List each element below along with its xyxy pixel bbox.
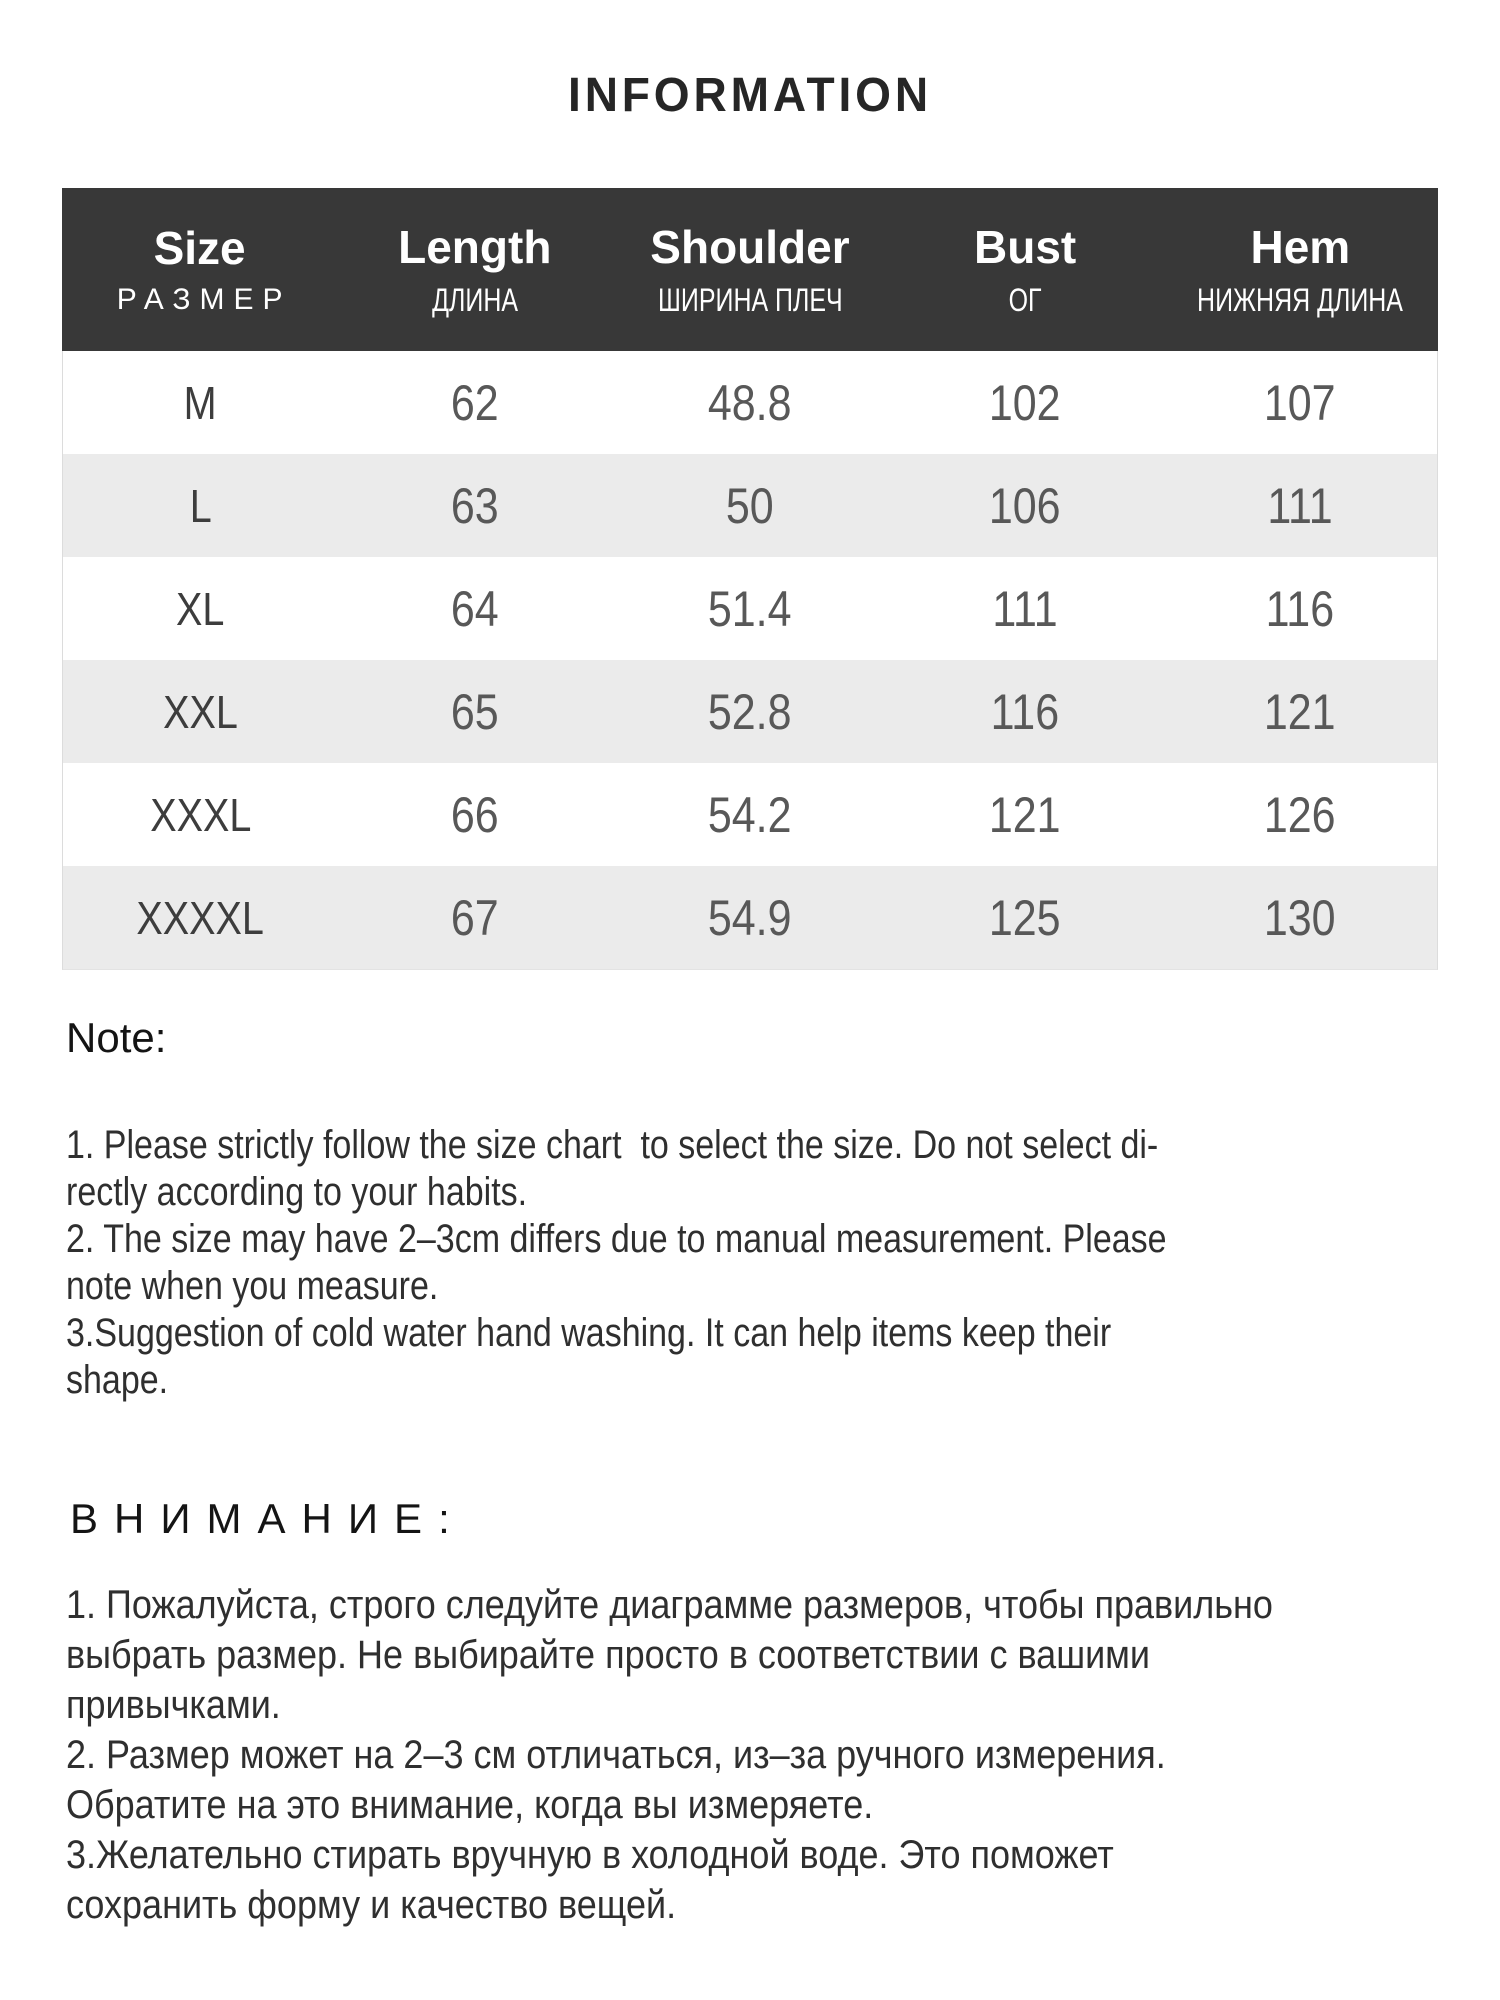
length-value: 65 <box>451 683 500 740</box>
size-cell <box>63 685 338 739</box>
note-line: note when you measure. <box>66 1264 439 1308</box>
size-chart-table <box>62 188 1438 970</box>
shoulder-value: 54.9 <box>708 889 792 946</box>
page-title: INFORMATION <box>568 69 932 122</box>
size-cell <box>63 582 338 636</box>
length-value: 63 <box>451 477 500 534</box>
note-heading-en: Note: <box>66 1014 167 1061</box>
shoulder-cell <box>613 683 888 741</box>
shoulder-cell <box>613 374 888 432</box>
table-row-xxl <box>63 660 1437 763</box>
column-header-shoulder-ru: ШИРИНА ПЛЕЧ <box>657 281 843 318</box>
bust-cell <box>887 889 1162 947</box>
note-line: 1. Please strictly follow the size chart to select the size. Do not select di- <box>66 1123 1159 1167</box>
note-line: выбрать размер. Не выбирайте просто в соответствии с вашими <box>66 1633 1151 1677</box>
hem-value: 126 <box>1263 786 1336 843</box>
column-header-hem-en: Hem <box>1250 220 1351 273</box>
size-chart-body <box>62 351 1438 970</box>
note-line: shape. <box>66 1358 169 1402</box>
length-cell <box>338 374 613 432</box>
column-header-bust-ru: ОГ <box>1008 281 1042 318</box>
hem-value: 130 <box>1263 889 1336 946</box>
shoulder-cell <box>613 580 888 638</box>
size-value: XXL <box>163 685 238 738</box>
table-row-xl <box>63 557 1437 660</box>
size-chart-header-row <box>62 188 1438 351</box>
bust-cell <box>887 683 1162 741</box>
hem-cell <box>1162 683 1437 741</box>
note-heading-ru: ВНИМАНИЕ: <box>70 1495 466 1542</box>
table-row-xxxxl <box>63 866 1437 969</box>
bust-cell <box>887 374 1162 432</box>
column-header-size-en: Size <box>153 221 246 274</box>
bust-value: 111 <box>992 580 1058 637</box>
column-header-size-ru: РАЗМЕР <box>116 282 292 316</box>
bust-value: 116 <box>990 683 1060 740</box>
bust-cell <box>887 477 1162 535</box>
hem-value: 107 <box>1263 374 1336 431</box>
size-value: M <box>183 376 217 429</box>
note-line: 1. Пожалуйста, строго следуйте диаграмме размеров, чтобы правильно <box>66 1583 1273 1627</box>
notes-ru <box>66 1580 1273 1930</box>
column-header-length-en: Length <box>398 220 552 273</box>
column-header-hem-ru: НИЖНЯЯ ДЛИНА <box>1197 281 1404 318</box>
column-header-size <box>62 188 337 351</box>
hem-cell <box>1162 889 1437 947</box>
length-cell <box>338 580 613 638</box>
length-value: 62 <box>451 374 500 431</box>
column-header-bust <box>888 188 1163 351</box>
bust-value: 106 <box>988 477 1061 534</box>
hem-cell <box>1162 374 1437 432</box>
note-line: Обратите на это внимание, когда вы измеряете. <box>66 1783 874 1827</box>
column-header-length-ru: ДЛИНА <box>431 281 518 318</box>
size-value: XXXL <box>149 788 251 841</box>
table-row-xxxl <box>63 763 1437 866</box>
shoulder-cell <box>613 786 888 844</box>
hem-cell <box>1162 477 1437 535</box>
size-value: XL <box>176 582 225 635</box>
table-row-l <box>63 454 1437 557</box>
length-value: 66 <box>451 786 500 843</box>
note-line: 2. Размер может на 2–3 см отличаться, из–за ручного измерения. <box>66 1733 1166 1777</box>
bust-cell <box>887 580 1162 638</box>
size-cell <box>63 891 338 945</box>
column-header-length <box>337 188 612 351</box>
hem-cell <box>1162 786 1437 844</box>
length-cell <box>338 477 613 535</box>
note-line: 2. The size may have 2–3cm differs due to manual measurement. Please <box>66 1217 1167 1261</box>
shoulder-value: 52.8 <box>708 683 792 740</box>
size-cell <box>63 788 338 842</box>
note-line: сохранить форму и качество вещей. <box>66 1883 677 1927</box>
column-header-shoulder-en: Shoulder <box>650 220 850 273</box>
shoulder-value: 51.4 <box>708 580 792 637</box>
bust-value: 125 <box>988 889 1061 946</box>
bust-value: 102 <box>988 374 1061 431</box>
note-line: 3.Желательно стирать вручную в холодной воде. Это поможет <box>66 1833 1114 1877</box>
size-value: XXXXL <box>136 891 265 944</box>
size-cell <box>63 376 338 430</box>
hem-value: 121 <box>1263 683 1336 740</box>
note-line: 3.Suggestion of cold water hand washing. It can help items keep their <box>66 1311 1112 1355</box>
shoulder-cell <box>613 477 888 535</box>
shoulder-cell <box>613 889 888 947</box>
hem-value: 111 <box>1266 477 1333 534</box>
notes-en <box>66 1122 1167 1404</box>
size-cell <box>63 479 338 533</box>
column-header-shoulder <box>612 188 887 351</box>
column-header-bust-en: Bust <box>974 220 1077 273</box>
note-line: привычками. <box>66 1683 281 1727</box>
size-value: L <box>189 479 212 532</box>
bust-value: 121 <box>988 786 1061 843</box>
note-line: rectly according to your habits. <box>66 1170 528 1214</box>
length-value: 64 <box>451 580 500 637</box>
hem-value: 116 <box>1265 580 1334 637</box>
bust-cell <box>887 786 1162 844</box>
shoulder-value: 54.2 <box>708 786 792 843</box>
column-header-hem <box>1163 188 1438 351</box>
hem-cell <box>1162 580 1437 638</box>
length-cell <box>338 786 613 844</box>
table-row-m <box>63 351 1437 454</box>
length-value: 67 <box>451 889 500 946</box>
length-cell <box>338 889 613 947</box>
shoulder-value: 48.8 <box>708 374 792 431</box>
shoulder-value: 50 <box>726 477 774 534</box>
length-cell <box>338 683 613 741</box>
